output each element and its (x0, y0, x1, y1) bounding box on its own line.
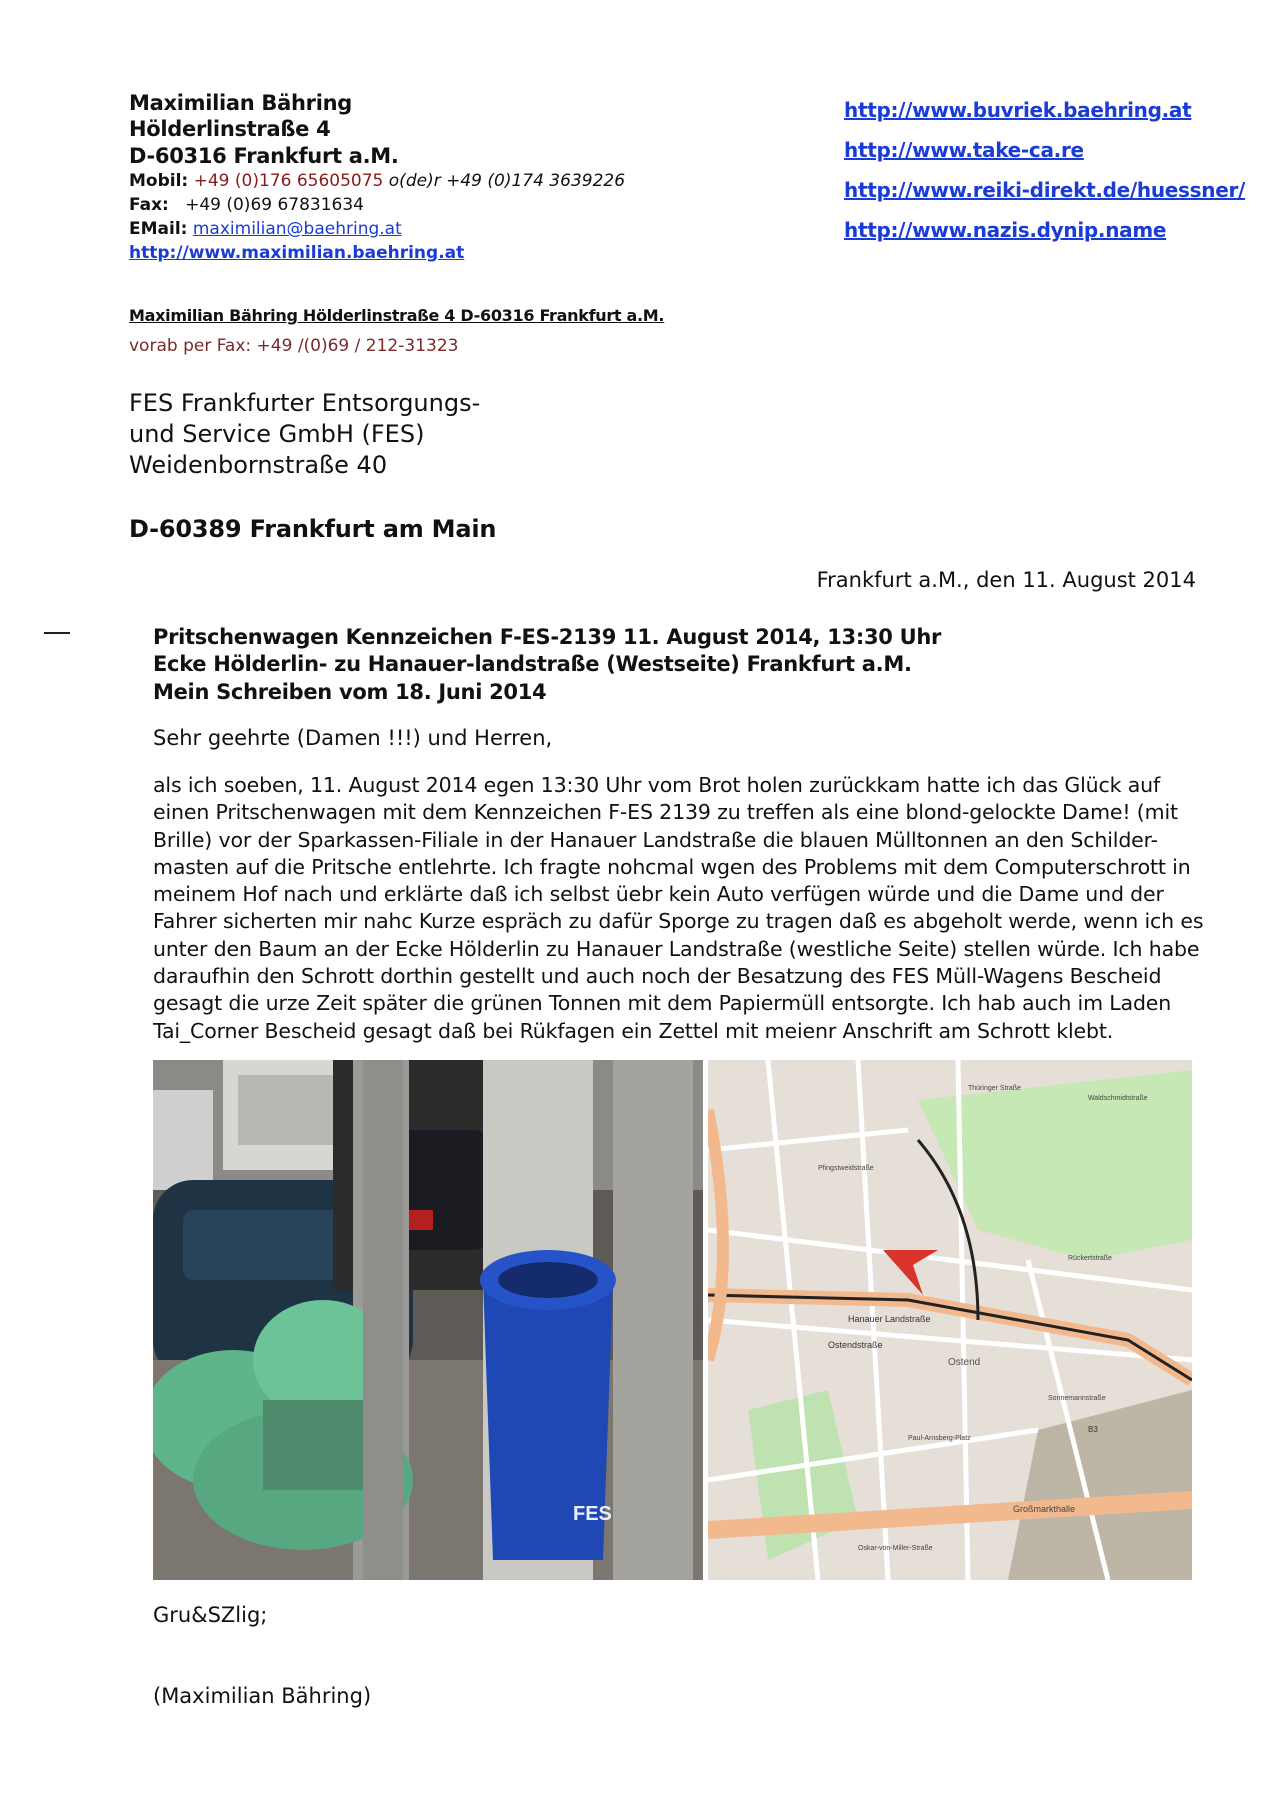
sender-street: Hölderlinstraße 4 (129, 117, 331, 142)
map-label-hanauer: Hanauer Landstraße (848, 1314, 931, 1324)
map-label-ostendstrasse: Ostendstraße (828, 1340, 883, 1350)
subject-block (153, 624, 941, 706)
sender-email-row (129, 217, 625, 241)
sender-block (129, 90, 625, 265)
map-label-sonnemann: Sonnemannstraße (1048, 1395, 1106, 1402)
fax-number: +49 (0)69 67831634 (185, 194, 365, 215)
link-buvriek[interactable]: http://www.buvriek.baehring.at (844, 98, 1192, 122)
subject-line-3: Mein Schreiben vom 18. Juni 2014 (153, 679, 547, 704)
street-photo-image (153, 1060, 703, 1580)
map-label-oskar-von-miller: Oskar-von-Miller-Straße (858, 1545, 933, 1552)
sender-mobile-row (129, 169, 625, 193)
link-take-care[interactable]: http://www.take-ca.re (844, 138, 1084, 162)
website-link[interactable]: http://www.maximilian.baehring.at (129, 243, 465, 264)
date-line: Frankfurt a.M., den 11. August 2014 (816, 568, 1196, 592)
sender-fax-row (129, 193, 625, 217)
map-label-pfingstweid: Pfingstweidstraße (818, 1165, 874, 1172)
recipient-block (129, 388, 480, 482)
map-label-thueringer: Thüringer Straße (968, 1085, 1021, 1092)
body-text: als ich soeben, 11. August 2014 egen 13:30 Uhr vom Brot holen zurückkam hatte ich das Glück auf einen Pritschenwagen mit dem Kennzeichen F-ES 2139 zu treffen als eine blond-gelockte Dame! (mit Brille) vor der Sparkassen-Filiale in der Hanauer Landstraße die blauen Mülltonnen an den Schilder-masten auf die Pritsche entlehrte. Ich fragte nohcmal wgen des Problems mit dem Computerschrott in meinem Hof nach und erklärte daß ich selbst üebr kein Auto verfügen würde und die Dame und der Fahrer sicherten mir nahc Kurze espräch zu dafür Sporge zu tragen daß es abgeholt werde, wenn ich es unter den Baum an der Ecke Hölderlin zu Hanauer Landstraße (westliche Seite) stellen würde. Ich habe daraufhin den Schrott dorthin gestellt und auch noch der Besatzung des FES Müll-Wagens Bescheid gesagt die urze Zeit später die grünen Tonnen mit dem Papiermüll entsorgte. Ich hab auch im Laden Tai_Corner Bescheid gesagt daß bei Rükfagen ein Zettel mit meienr Anschrift am Schrott klebt. (153, 773, 1204, 1043)
map-label-ostend: Ostend (948, 1357, 981, 1368)
fold-mark (44, 632, 70, 634)
fax-note: vorab per Fax: +49 /(0)69 / 212-31323 (129, 336, 459, 356)
email-label: EMail: (129, 219, 188, 239)
bin-label: FES (573, 1503, 612, 1525)
map-label-b3: B3 (1088, 1425, 1098, 1434)
sender-city: D-60316 Frankfurt a.M. (129, 143, 399, 168)
map-label-paul-arnsberg: Paul-Arnsberg-Platz (908, 1435, 971, 1442)
map-label-waldschmidt: Waldschmidtstraße (1088, 1095, 1148, 1102)
link-reiki-direkt[interactable]: http://www.reiki-direkt.de/huessner/ (844, 178, 1246, 202)
subject-line-2: Ecke Hölderlin- zu Hanauer-landstraße (Westseite) Frankfurt a.M. (153, 652, 912, 677)
mobile-number-1: +49 (0)176 65605075 (193, 170, 384, 191)
map-label-rueckert: Rückertstraße (1068, 1255, 1112, 1262)
fax-label: Fax: (129, 194, 169, 215)
mobile-or: o(de)r (388, 170, 441, 191)
street-photo (153, 1060, 703, 1580)
map-label-grossmarkthalle: Großmarkthalle (1013, 1504, 1076, 1514)
recipient-line-1: FES Frankfurter Entsorgungs- (129, 389, 481, 417)
street-map (708, 1060, 1192, 1580)
recipient-city: D-60389 Frankfurt am Main (129, 515, 497, 543)
closing: Gru&SZlig; (153, 1603, 268, 1627)
recipient-line-3: Weidenbornstraße 40 (129, 451, 388, 480)
sender-website-row (129, 241, 625, 265)
street-map-image (708, 1060, 1192, 1580)
salutation: Sehr geehrte (Damen !!!) und Herren, (153, 726, 553, 750)
recipient-line-2: und Service GmbH (FES) (129, 420, 425, 449)
return-address: Maximilian Bähring Hölderlinstraße 4 D-60316 Frankfurt a.M. (129, 306, 665, 325)
signature: (Maximilian Bähring) (153, 1684, 372, 1708)
sender-name: Maximilian Bähring (129, 91, 352, 115)
mobile-number-2: +49 (0)174 3639226 (446, 170, 626, 191)
link-nazis-dynip[interactable]: http://www.nazis.dynip.name (844, 218, 1167, 242)
links-block (844, 98, 1245, 258)
mobile-label: Mobil: (129, 170, 189, 191)
email-link[interactable]: maximilian@baehring.at (192, 219, 402, 239)
subject-line-1: Pritschenwagen Kennzeichen F-ES-2139 11. August 2014, 13:30 Uhr (153, 625, 942, 649)
